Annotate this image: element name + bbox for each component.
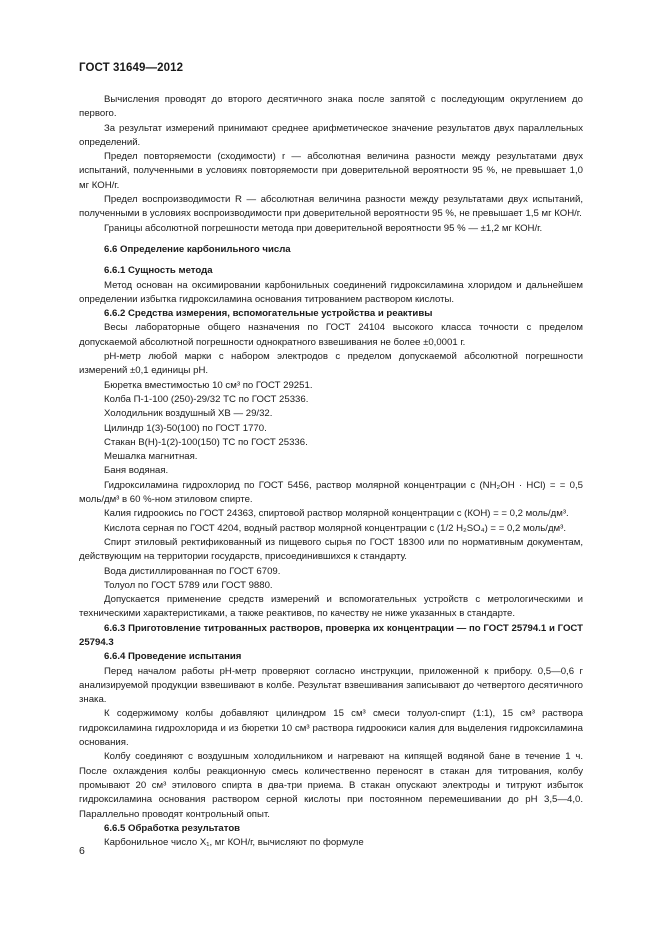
paragraph: Допускается применение средств измерений и вспомогательных устройств с метрологическими и техническими характеристиками, а также реактивов, по качеству не ниже указанных в стандарте. [79, 594, 583, 620]
subsection-heading: 6.6.4 Проведение испытания [104, 651, 242, 663]
list-item: Толуол по ГОСТ 5789 или ГОСТ 9880. [104, 579, 273, 591]
section-heading: 6.6 Определение карбонильного числа [104, 243, 291, 255]
list-item: Колба П-1-100 (250)-29/32 ТС по ГОСТ 25336. [104, 393, 309, 405]
page-number: 6 [79, 845, 85, 857]
paragraph: рН-метр любой марки с набором электродов с пределом допускаемой абсолютной погрешности измерений ±0,1 единицы рН. [79, 351, 583, 377]
subsection-heading: 6.6.1 Сущность метода [104, 265, 213, 277]
list-item: Баня водяная. [104, 465, 169, 477]
subsection-heading: 6.6.3 Приготовление титрованных растворов, проверка их концентрации — по ГОСТ 25794.1 и ГОСТ 25794.3 [79, 622, 583, 648]
paragraph: Спирт этиловый ректификованный из пищевого сырья по ГОСТ 18300 или по нормативным документам, действующим на территории государств, присоединившихся к стандарту. [79, 536, 583, 563]
paragraph: Гидроксиламина гидрохлорид по ГОСТ 5456, раствор молярной концентрации c (NH₂OH · HCl) = = 0,5 моль/дм³ в 60 %-ном этиловом спирте. [79, 479, 583, 506]
paragraph: За результат измерений принимают среднее арифметическое значение результатов двух параллельных определений. [79, 122, 583, 148]
paragraph: Кислота серная по ГОСТ 4204, водный раствор молярной концентрации c (1/2 H₂SO₄) = = 0,2 моль/дм³. [104, 522, 566, 534]
paragraph: Границы абсолютной погрешности метода при доверительной вероятности 95 % — ±1,2 мг КОН/г. [104, 222, 543, 234]
paragraph: Предел воспроизводимости R — абсолютная величина разности между результатами двух испытаний, полученными в условиях воспроизводимости при доверительной вероятности 95 %, не превышает 1,5 мг КОН/г. [79, 194, 583, 220]
list-item: Вода дистиллированная по ГОСТ 6709. [104, 565, 281, 577]
paragraph: Предел повторяемости (сходимости) r — абсолютная величина разности между результатами двух испытаний, полученными в условиях повторяемости при доверительной вероятности 95 %, не превышает 1,0 мг КОН/г. [79, 151, 583, 191]
paragraph: Карбонильное число X₁, мг КОН/г, вычисляют по формуле [104, 837, 364, 849]
paragraph: Метод основан на оксимировании карбонильных соединений гидроксиламина хлоридом и дальнейшем определении избытка гидроксиламина основания титрованием раствором кислоты. [79, 279, 583, 305]
paragraph: Перед началом работы рН-метр проверяют согласно инструкции, приложенной к прибору. 0,5—0,6 г анализируемой продукции взвешивают в колбе. Результат взвешивания записывают до четвертого десятичного знака. [79, 665, 583, 706]
subsection-heading: 6.6.5 Обработка результатов [104, 822, 241, 834]
paragraph: Колбу соединяют с воздушным холодильником и нагревают на кипящей водяной бане в течение 1 ч. После охлаждения колбы реакционную смесь количественно переносят в стакан для титрования, колбу промывают 20 см³ этилового спирта в два-три приема. В стакан опускают электроды и титруют избыток гидроксиламина основания раствором серной кислоты при постоянном перемешивании до рН 3,5—4,0. Параллельно проводят контрольный опыт. [79, 751, 583, 820]
paragraph: Весы лабораторные общего назначения по ГОСТ 24104 высокого класса точности с пределом допускаемой абсолютной погрешности однократного взвешивания не более ±0,0001 г. [79, 322, 583, 348]
subsection-heading: 6.6.2 Средства измерения, вспомогательные устройства и реактивы [104, 308, 433, 320]
list-item: Цилиндр 1(3)-50(100) по ГОСТ 1770. [104, 422, 267, 434]
document-body [79, 93, 583, 850]
list-item: Бюретка вместимостью 10 см³ по ГОСТ 29251. [104, 379, 313, 391]
paragraph: Калия гидроокись по ГОСТ 24363, спиртовой раствор молярной концентрации c (КОН) = = 0,2 моль/дм³. [104, 508, 569, 520]
paragraph: К содержимому колбы добавляют цилиндром 15 см³ смеси толуол-спирт (1:1), 15 см³ раствора гидроксиламина гидрохлорида и из бюретки 10 см³ раствора гидроокиси калия для выделения гидроксиламина основания. [79, 708, 583, 749]
paragraph: Вычисления проводят до второго десятичного знака после запятой с последующим округлением до первого. [79, 94, 583, 120]
list-item: Холодильник воздушный ХВ — 29/32. [104, 408, 273, 420]
list-item: Мешалка магнитная. [104, 451, 198, 463]
standard-header: ГОСТ 31649—2012 [79, 62, 184, 74]
list-item: Стакан В(Н)-1(2)-100(150) ТС по ГОСТ 25336. [104, 436, 308, 448]
